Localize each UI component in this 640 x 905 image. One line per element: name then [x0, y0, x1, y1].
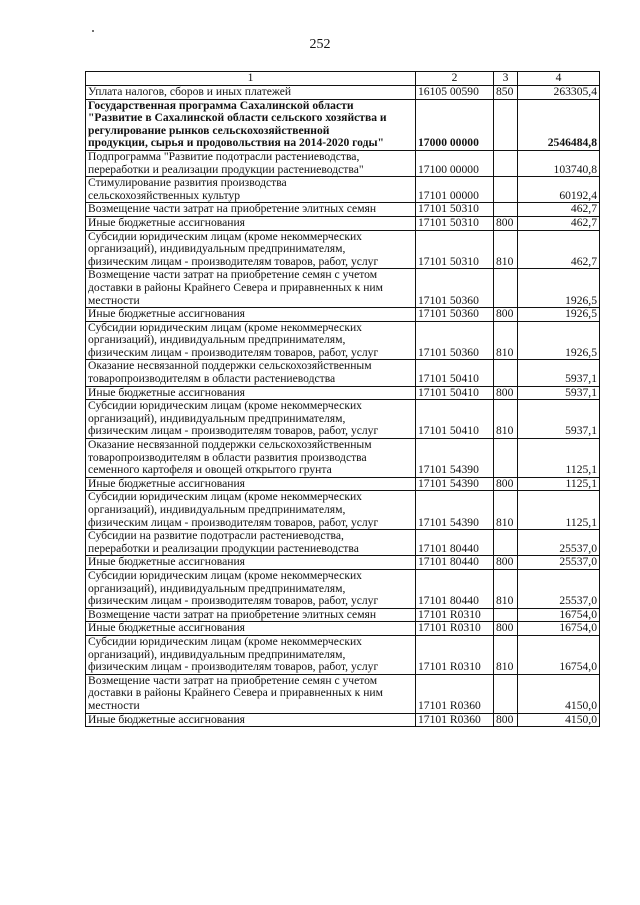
- row-type-cell: [494, 674, 518, 713]
- row-name-cell: [86, 99, 416, 150]
- row-name-cell: [86, 86, 416, 100]
- row-type-cell: 810: [494, 491, 518, 530]
- table-row: [86, 400, 600, 439]
- row-code-cell: 17101 50410: [416, 386, 494, 400]
- row-sum-cell: 5937,1: [518, 360, 600, 386]
- row-type-cell: [494, 360, 518, 386]
- row-sum-cell: 5937,1: [518, 400, 600, 439]
- row-code-cell: 17101 00000: [416, 177, 494, 203]
- row-code-cell: 17101 R0310: [416, 608, 494, 622]
- row-code-cell: 16105 00590: [416, 86, 494, 100]
- row-name-line: Субсидии на развитие подотрасли растениеводства,: [88, 529, 344, 543]
- row-name-line: Уплата налогов, сборов и иных платежей: [88, 85, 292, 98]
- row-name-line: организаций), индивидуальным предпринимателям,: [88, 581, 346, 595]
- table-body: [86, 86, 600, 727]
- row-sum-cell: 2546484,8: [518, 99, 600, 150]
- row-name-line: Возмещение части затрат на приобретение элитных семян: [88, 608, 377, 621]
- row-type-cell: 800: [494, 556, 518, 570]
- row-sum-cell: 462,7: [518, 216, 600, 230]
- table-row: [86, 308, 600, 322]
- table-row: [86, 608, 600, 622]
- header-cell-sum: 4: [518, 72, 600, 86]
- budget-table: [85, 71, 600, 727]
- row-code-cell: 17101 R0360: [416, 713, 494, 727]
- row-code-cell: 17101 50310: [416, 230, 494, 269]
- row-name-cell: [86, 269, 416, 308]
- row-name-line: "Развитие в Сахалинской области сельского хозяйства и: [88, 111, 387, 125]
- row-type-cell: [494, 99, 518, 150]
- row-sum-cell: 25537,0: [518, 530, 600, 556]
- row-type-cell: 800: [494, 622, 518, 636]
- row-name-line: переработки и реализации продукции растениеводства: [88, 541, 359, 555]
- row-code-cell: 17101 80440: [416, 569, 494, 608]
- row-name-line: Возмещение части затрат на приобретение семян с учетом: [88, 268, 378, 282]
- row-sum-cell: 103740,8: [518, 150, 600, 176]
- table-row: [86, 635, 600, 674]
- row-type-cell: 800: [494, 713, 518, 727]
- row-name-cell: [86, 321, 416, 360]
- row-code-cell: 17101 50360: [416, 321, 494, 360]
- table-row: [86, 150, 600, 176]
- row-sum-cell: 1926,5: [518, 308, 600, 322]
- row-sum-cell: 4150,0: [518, 713, 600, 727]
- row-type-cell: [494, 269, 518, 308]
- table-row: [86, 674, 600, 713]
- row-sum-cell: 16754,0: [518, 622, 600, 636]
- row-name-cell: [86, 635, 416, 674]
- row-type-cell: 800: [494, 477, 518, 491]
- row-name-cell: [86, 439, 416, 478]
- table-row: [86, 177, 600, 203]
- row-type-cell: 800: [494, 308, 518, 322]
- row-type-cell: [494, 530, 518, 556]
- row-type-cell: [494, 177, 518, 203]
- row-name-cell: [86, 713, 416, 727]
- row-name-line: товаропроизводителям в области растениеводства: [88, 372, 336, 386]
- table-row: [86, 386, 600, 400]
- row-name-line: организаций), индивидуальным предпринимателям,: [88, 647, 346, 661]
- row-name-line: Государственная программа Сахалинской области: [88, 99, 354, 112]
- row-name-cell: [86, 569, 416, 608]
- row-name-line: Субсидии юридическим лицам (кроме некоммерческих: [88, 321, 362, 334]
- row-name-cell: [86, 216, 416, 230]
- row-name-line: физическим лицам - производителям товаров, работ, услуг: [88, 594, 379, 608]
- row-code-cell: 17000 00000: [416, 99, 494, 150]
- row-name-line: регулирование рынков сельскохозяйственной: [88, 123, 330, 137]
- row-code-cell: 17101 54390: [416, 439, 494, 478]
- row-name-line: Иные бюджетные ассигнования: [88, 713, 245, 726]
- row-name-cell: [86, 177, 416, 203]
- table-row: [86, 230, 600, 269]
- row-type-cell: 800: [494, 386, 518, 400]
- row-code-cell: 17101 50360: [416, 269, 494, 308]
- table-row: [86, 556, 600, 570]
- row-name-line: Стимулирование развития производства: [88, 176, 287, 190]
- row-sum-cell: 16754,0: [518, 635, 600, 674]
- row-code-cell: 17101 50310: [416, 203, 494, 217]
- row-code-cell: 17101 54390: [416, 477, 494, 491]
- row-sum-cell: 1125,1: [518, 439, 600, 478]
- row-name-line: физическим лицам - производителям товаров, работ, услуг: [88, 515, 379, 529]
- row-name-line: местности: [88, 293, 140, 307]
- row-name-cell: [86, 556, 416, 570]
- row-name-line: организаций), индивидуальным предпринимателям,: [88, 242, 346, 256]
- row-type-cell: 810: [494, 569, 518, 608]
- row-type-cell: 810: [494, 230, 518, 269]
- row-name-line: Иные бюджетные ассигнования: [88, 386, 245, 399]
- row-sum-cell: 25537,0: [518, 569, 600, 608]
- row-name-line: Иные бюджетные ассигнования: [88, 621, 245, 635]
- table-row: [86, 439, 600, 478]
- table-row: [86, 477, 600, 491]
- row-name-line: Оказание несвязанной поддержки сельскохозяйственным: [88, 359, 372, 373]
- row-sum-cell: 1926,5: [518, 321, 600, 360]
- row-name-line: продукции, сырья и продовольствия на 2014-2020 годы": [88, 136, 384, 150]
- row-code-cell: 17101 50360: [416, 308, 494, 322]
- row-code-cell: 17101 50410: [416, 360, 494, 386]
- row-name-line: Иные бюджетные ассигнования: [88, 555, 245, 569]
- row-type-cell: 810: [494, 635, 518, 674]
- table-row: [86, 622, 600, 636]
- row-type-cell: [494, 150, 518, 176]
- row-name-line: физическим лицам - производителям товаров, работ, услуг: [88, 424, 379, 438]
- row-sum-cell: 263305,4: [518, 86, 600, 100]
- row-name-cell: [86, 203, 416, 217]
- row-name-line: Иные бюджетные ассигнования: [88, 477, 245, 490]
- row-name-line: Субсидии юридическим лицам (кроме некоммерческих: [88, 569, 362, 582]
- row-sum-cell: 1125,1: [518, 491, 600, 530]
- table-row: [86, 86, 600, 100]
- row-name-line: организаций), индивидуальным предпринимателям,: [88, 333, 346, 347]
- row-code-cell: 17101 R0310: [416, 635, 494, 674]
- row-type-cell: 810: [494, 400, 518, 439]
- row-sum-cell: 462,7: [518, 230, 600, 269]
- row-name-line: физическим лицам - производителям товаров, работ, услуг: [88, 660, 379, 674]
- header-cell-name: 1: [86, 72, 416, 86]
- row-sum-cell: 5937,1: [518, 386, 600, 400]
- row-name-cell: [86, 608, 416, 622]
- row-name-cell: [86, 622, 416, 636]
- row-code-cell: 17101 R0310: [416, 622, 494, 636]
- row-name-cell: [86, 308, 416, 322]
- header-cell-type: 3: [494, 72, 518, 86]
- header-cell-code: 2: [416, 72, 494, 86]
- page-number: 252: [309, 37, 331, 52]
- row-code-cell: 17101 50310: [416, 216, 494, 230]
- row-sum-cell: 462,7: [518, 203, 600, 217]
- row-name-cell: [86, 230, 416, 269]
- table-row: [86, 216, 600, 230]
- row-name-line: физическим лицам - производителям товаров, работ, услуг: [88, 254, 379, 268]
- header-row: [86, 72, 600, 86]
- row-name-line: физическим лицам - производителям товаров, работ, услуг: [88, 345, 379, 359]
- row-sum-cell: 25537,0: [518, 556, 600, 570]
- table-row: [86, 491, 600, 530]
- table-row: [86, 530, 600, 556]
- scan-speck: [92, 30, 94, 32]
- row-name-cell: [86, 477, 416, 491]
- row-code-cell: 17101 50410: [416, 400, 494, 439]
- row-name-line: товаропроизводителям в области развития производства: [88, 450, 367, 464]
- row-type-cell: [494, 203, 518, 217]
- row-name-cell: [86, 386, 416, 400]
- row-name-line: организаций), индивидуальным предпринимателям,: [88, 503, 346, 516]
- row-name-line: Субсидии юридическим лицам (кроме некоммерческих: [88, 635, 362, 648]
- row-name-line: Возмещение части затрат на приобретение семян с учетом: [88, 674, 378, 687]
- row-name-cell: [86, 150, 416, 176]
- row-name-line: сельскохозяйственных культур: [88, 188, 241, 202]
- row-name-line: Возмещение части затрат на приобретение элитных семян: [88, 202, 377, 216]
- row-code-cell: 17101 R0360: [416, 674, 494, 713]
- row-name-line: местности: [88, 698, 140, 712]
- row-name-cell: [86, 491, 416, 530]
- row-name-line: Оказание несвязанной поддержки сельскохозяйственным: [88, 438, 372, 452]
- row-name-line: Подпрограмма "Развитие подотрасли растениеводства,: [88, 150, 360, 163]
- row-code-cell: 17100 00000: [416, 150, 494, 176]
- row-type-cell: [494, 439, 518, 478]
- row-type-cell: 810: [494, 321, 518, 360]
- table-row: [86, 360, 600, 386]
- row-sum-cell: 1926,5: [518, 269, 600, 308]
- table-row: [86, 203, 600, 217]
- table-row: [86, 569, 600, 608]
- table-row: [86, 99, 600, 150]
- table-row: [86, 269, 600, 308]
- table-row: [86, 321, 600, 360]
- row-name-line: организаций), индивидуальным предпринимателям,: [88, 411, 346, 425]
- row-type-cell: 850: [494, 86, 518, 100]
- row-name-cell: [86, 530, 416, 556]
- row-name-line: Субсидии юридическим лицам (кроме некоммерческих: [88, 490, 362, 504]
- row-type-cell: [494, 608, 518, 622]
- row-sum-cell: 16754,0: [518, 608, 600, 622]
- row-name-line: Субсидии юридическим лицам (кроме некоммерческих: [88, 399, 362, 413]
- row-sum-cell: 1125,1: [518, 477, 600, 491]
- row-name-cell: [86, 360, 416, 386]
- row-name-line: доставки в районы Крайнего Севера и приравненных к ним: [88, 686, 383, 700]
- row-sum-cell: 4150,0: [518, 674, 600, 713]
- row-code-cell: 17101 80440: [416, 530, 494, 556]
- row-name-line: доставки в районы Крайнего Севера и приравненных к ним: [88, 280, 383, 294]
- row-code-cell: 17101 54390: [416, 491, 494, 530]
- row-name-line: Иные бюджетные ассигнования: [88, 307, 245, 321]
- row-sum-cell: 60192,4: [518, 177, 600, 203]
- row-name-cell: [86, 674, 416, 713]
- row-name-cell: [86, 400, 416, 439]
- table-row: [86, 713, 600, 727]
- row-type-cell: 800: [494, 216, 518, 230]
- row-name-line: Субсидии юридическим лицам (кроме некоммерческих: [88, 230, 362, 243]
- row-name-line: Иные бюджетные ассигнования: [88, 216, 245, 229]
- row-name-line: переработки и реализации продукции растениеводства": [88, 162, 364, 176]
- row-code-cell: 17101 80440: [416, 556, 494, 570]
- row-name-line: семенного картофеля и овощей открытого грунта: [88, 463, 332, 477]
